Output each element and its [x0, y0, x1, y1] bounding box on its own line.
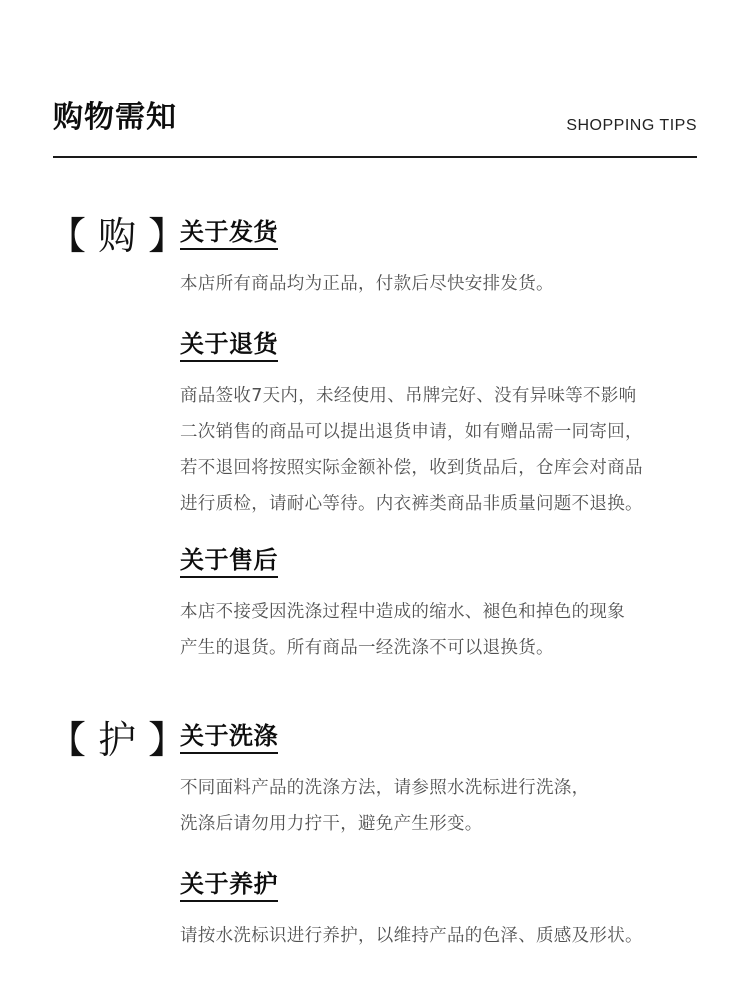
- info-block-washing: [180, 722, 720, 842]
- block-title-returns: 关于退货: [180, 330, 278, 362]
- section-badge-care: 【 护 】: [48, 718, 187, 762]
- section-badge-shopping: 【 购 】: [48, 214, 187, 258]
- info-block-after-sales: [180, 546, 720, 666]
- block-title-washing: 关于洗涤: [180, 722, 278, 754]
- body-line: 不同面料产品的洗涤方法，请参照水洗标进行洗涤，: [180, 778, 590, 798]
- block-title-after-sales: 关于售后: [180, 546, 278, 578]
- body-line: 若不退回将按照实际金额补偿，收到货品后，仓库会对商品: [180, 458, 643, 478]
- block-body-washing: [180, 770, 720, 842]
- body-line: 本店所有商品均为正品，付款后尽快安排发货。: [180, 274, 554, 294]
- page-title: 购物需知: [53, 100, 177, 135]
- body-line: 进行质检，请耐心等待。内衣裤类商品非质量问题不退换。: [180, 494, 643, 514]
- block-body-shipping: [180, 266, 720, 302]
- info-block-shipping: [180, 218, 720, 302]
- block-body-maintenance: [180, 918, 720, 954]
- info-block-maintenance: [180, 870, 720, 954]
- block-title-maintenance: 关于养护: [180, 870, 278, 902]
- body-line: 产生的退货。所有商品一经洗涤不可以退换货。: [180, 638, 554, 658]
- block-title-shipping: 关于发货: [180, 218, 278, 250]
- page-subtitle: SHOPPING TIPS: [566, 117, 697, 134]
- block-body-after-sales: [180, 594, 720, 666]
- body-line: 请按水洗标识进行养护，以维持产品的色泽、质感及形状。: [180, 926, 643, 946]
- page-header: [53, 98, 697, 158]
- info-block-returns: [180, 330, 720, 522]
- body-line: 本店不接受因洗涤过程中造成的缩水、褪色和掉色的现象: [180, 602, 625, 622]
- body-line: 洗涤后请勿用力拧干，避免产生形变。: [180, 814, 483, 834]
- body-line: 商品签收7天内，未经使用、吊牌完好、没有异味等不影响: [180, 386, 637, 406]
- block-body-returns: [180, 378, 720, 522]
- body-line: 二次销售的商品可以提出退货申请，如有赠品需一同寄回，: [180, 422, 643, 442]
